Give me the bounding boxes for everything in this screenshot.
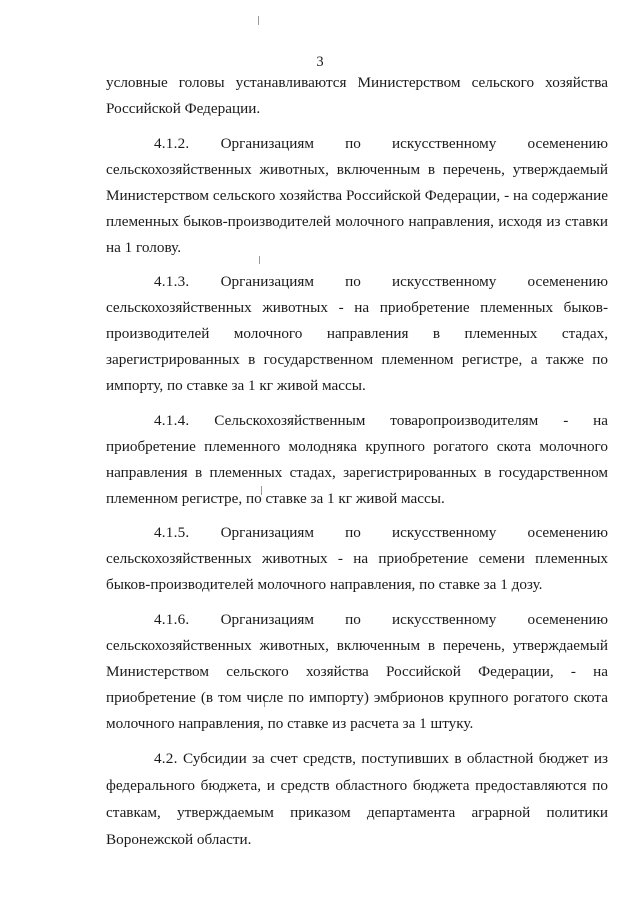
clause-number: 4.1.5. [154, 524, 190, 541]
scan-artifact-mark [258, 16, 259, 25]
clause-number: 4.1.3. [154, 273, 190, 290]
paragraph-4-2 [106, 745, 608, 853]
page-number: 3 [316, 54, 324, 70]
paragraph-4-1-6 [106, 607, 608, 737]
paragraph-text: Организациям по искусственному осеменению сельскохозяйственных животных - на приобретение племенных быков-производителей молочного направления в племенных стадах, зарегистрированных в государственном племенном регистре, а также по импорту, по ставке за 1 кг живой массы. [106, 273, 608, 394]
paragraph-text: Организациям по искусственному осеменению сельскохозяйственных животных, включенным в перечень, утверждаемый Министерством сельского хозяйства Российской Федерации, - на содержание племенных быков-производителей молочного направления, исходя из ставки на 1 голову. [106, 134, 608, 256]
clause-number: 4.2. [154, 750, 178, 767]
paragraph-4-1-4 [106, 408, 608, 512]
paragraph-4-1-2 [106, 131, 608, 261]
paragraph-text: Сельскохозяйственным товаропроизводителям - на приобретение племенного молодняка крупного рогатого скота молочного направления в племенных стадах, зарегистрированных в государственном племенном регистре, по ставке за 1 кг живой массы. [106, 411, 609, 507]
clause-number: 4.1.2. [154, 134, 190, 152]
paragraph-4-1-5 [106, 520, 608, 598]
document-body [106, 70, 608, 862]
paragraph-text: Субсидии за счет средств, поступивших в областной бюджет из федерального бюджета, и средств областного бюджета предоставляются по ставкам, утверждаемым приказом департамента аграрной политики Воронежской области. [106, 750, 608, 848]
paragraph-text: Организациям по искусственному осеменению сельскохозяйственных животных, включенным в перечень, утверждаемый Министерством сельского хозяйства Российской Федерации, - на приобретение (в том числе по импорту) эмбрионов крупного рогатого скота молочного направления, по ставке из расчета за 1 штуку. [106, 610, 608, 732]
clause-number: 4.1.4. [154, 411, 190, 429]
paragraph-text: Организациям по искусственному осеменению сельскохозяйственных животных - на приобретение семени племенных быков-производителей молочного направления, по ставке за 1 дозу. [106, 524, 608, 593]
paragraph-4-1-3 [106, 269, 608, 399]
paragraph-text: условные головы устанавливаются Министерством сельского хозяйства Российской Федерации. [106, 74, 608, 117]
paragraph-continuation [106, 70, 608, 122]
clause-number: 4.1.6. [154, 610, 190, 628]
